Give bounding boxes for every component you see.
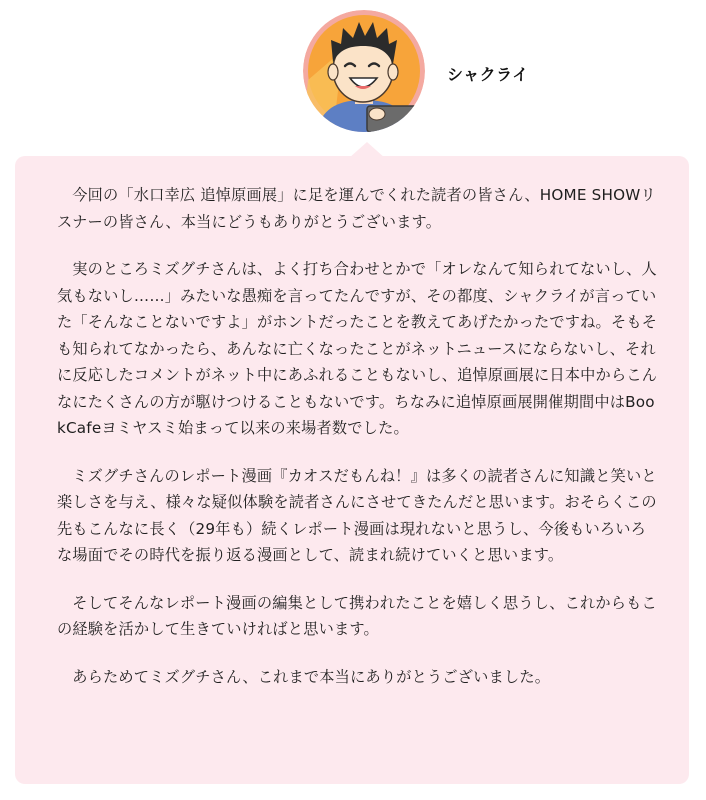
smiling-man-with-tablet-avatar-icon <box>303 10 425 132</box>
message-paragraph: 今回の「水口幸広 追悼原画展」に足を運んでくれた読者の皆さん、HOME SHOWリスナーの皆さん、本当にどうもありがとうございます。 <box>57 186 656 231</box>
message-paragraph: そしてそんなレポート漫画の編集として携われたことを嬉しく思うし、これからもこの経験を活かして生きていければと思います。 <box>57 593 657 638</box>
message-paragraph: 実のところミズグチさんは、よく打ち合わせとかで「オレなんて知られてないし、人気もないし……」みたいな愚痴を言ってたんですが、その都度、シャクライが言っていた「そんなことないですよ」がホントだったことを教えてあげたかったですね。そもそも知られてなかったら、あんなに亡くなったことがネットニュースにならないし、それに反応したコメントがネット中にあふれることもないし、追悼原画展に日本中からこんなにたくさんの方が駆けつけることもないです。ちなみに追悼原画展開催期間中はBookCafeヨミヤスミ始まって以来の来場者数でした。 <box>57 260 658 437</box>
speech-bubble <box>15 156 689 784</box>
profile-header <box>0 0 706 142</box>
message-paragraph: あらためてミズグチさん、これまで本当にありがとうございました。 <box>72 667 551 686</box>
avatar <box>303 10 425 132</box>
speaker-name: シャクライ <box>447 65 529 84</box>
message-paragraph: ミズグチさんのレポート漫画『カオスだもんね！』は多くの読者さんに知識と笑いと楽しさを与え、様々な疑似体験を読者さんにさせてきたんだと思います。おそらくこの先もこんなに長く（29年も）続くレポート漫画は現れないと思うし、今後もいろいろな場面でその時代を振り返る漫画として、読まれ続けていくと思います。 <box>57 466 657 564</box>
